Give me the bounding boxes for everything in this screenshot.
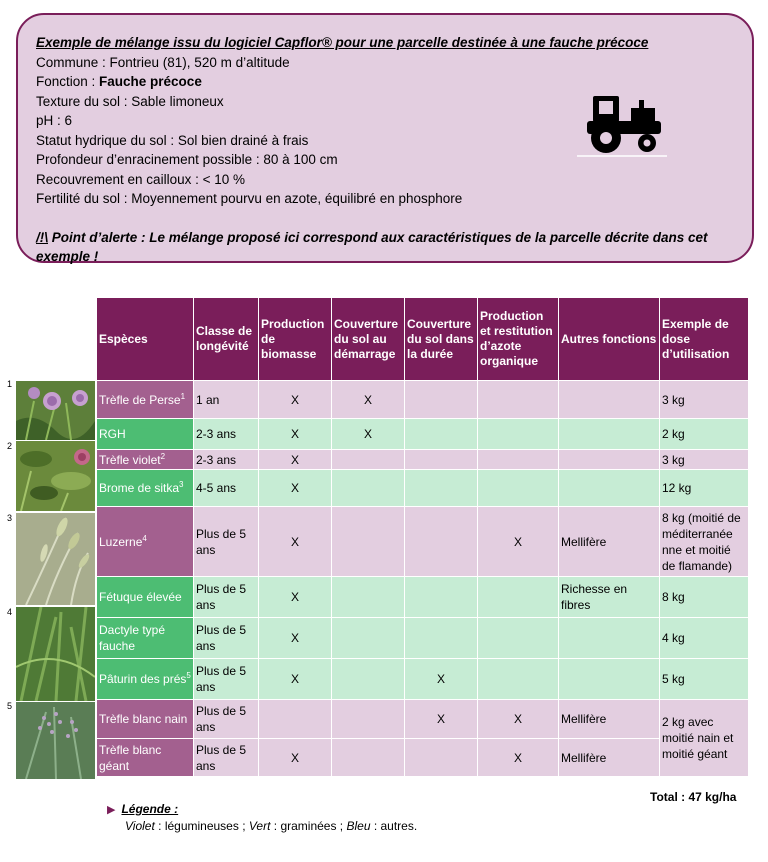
longevity-cell: Plus de 5 ans	[194, 659, 259, 700]
cover-start-cell	[332, 470, 405, 507]
dose-cell: 2 kg	[660, 419, 749, 450]
nitrogen-cell	[478, 577, 559, 618]
legend-text: Violet : légumineuses ; Vert : graminées ; Bleu : autres.	[125, 819, 418, 833]
other-cell: Mellifère	[559, 739, 660, 777]
species-cell: Brome de sitka$^3$	[97, 470, 194, 507]
header-couverture-demarrage: Couverture du sol au démarrage	[332, 298, 405, 381]
biomass-cell: X	[259, 618, 332, 659]
cover-start-cell	[332, 618, 405, 659]
biomass-cell: X	[259, 577, 332, 618]
species-cell: Luzerne$^4$	[97, 507, 194, 577]
dose-cell: 8 kg	[660, 577, 749, 618]
other-cell	[559, 470, 660, 507]
dose-cell: 4 kg	[660, 618, 749, 659]
other-cell	[559, 450, 660, 470]
dose-cell: 2 kg avec moitié nain et moitié géant	[660, 700, 749, 777]
header-couverture-duree: Couverture du sol dans la durée	[405, 298, 478, 381]
nitrogen-cell	[478, 419, 559, 450]
other-cell	[559, 381, 660, 419]
table-row	[97, 739, 749, 777]
info-fertilite: Fertilité du sol : Moyennement pourvu en azote, équilibré en phosphore	[36, 191, 463, 206]
header-longevite: Classe de longévité	[194, 298, 259, 381]
info-commune: Commune : Fontrieu (81), 520 m d’altitude	[36, 54, 290, 70]
table-row	[97, 507, 749, 577]
cover-long-cell	[405, 381, 478, 419]
cover-start-cell	[332, 577, 405, 618]
table-row	[97, 381, 749, 419]
biomass-cell: X	[259, 381, 332, 419]
other-cell: Mellifère	[559, 700, 660, 739]
info-fonction-label: Fonction :	[36, 74, 100, 89]
cover-long-cell	[405, 450, 478, 470]
alert-text: Point d’alerte : Le mélange proposé ici correspond aux caractéristiques de la parcelle décrite dans cet exemple !	[36, 229, 708, 264]
header-especes: Espèces	[97, 298, 194, 381]
tractor-icon	[577, 92, 667, 158]
longevity-cell: Plus de 5 ans	[194, 507, 259, 577]
legend-title: Légende :	[121, 802, 179, 816]
nitrogen-cell	[478, 450, 559, 470]
table-row	[97, 659, 749, 700]
photo-number: 5	[7, 701, 13, 711]
species-cell: Dactyle typé fauche	[97, 618, 194, 659]
nitrogen-cell: X	[478, 700, 559, 739]
dose-cell: 12 kg	[660, 470, 749, 507]
cover-long-cell: X	[405, 700, 478, 739]
header-biomasse: Production de biomasse	[259, 298, 332, 381]
biomass-cell: X	[259, 507, 332, 577]
biomass-cell: X	[259, 450, 332, 470]
info-texture: Texture du sol : Sable limoneux	[36, 93, 224, 109]
species-cell: Trèfle blanc géant	[97, 739, 194, 777]
longevity-cell: Plus de 5 ans	[194, 618, 259, 659]
table-row	[97, 470, 749, 507]
other-cell	[559, 618, 660, 659]
longevity-cell: Plus de 5 ans	[194, 739, 259, 777]
nitrogen-cell	[478, 618, 559, 659]
cover-long-cell	[405, 419, 478, 450]
legend	[107, 801, 417, 834]
header-azote: Production et restitution d’azote organique	[478, 298, 559, 381]
info-title: Exemple de mélange issu du logiciel Capflor® pour une parcelle destinée à une fauche précoce	[36, 35, 649, 50]
header-autres-fonctions: Autres fonctions	[559, 298, 660, 381]
biomass-cell	[259, 700, 332, 739]
photo-brome	[16, 513, 95, 605]
species-cell: RGH	[97, 419, 194, 450]
longevity-cell: Plus de 5 ans	[194, 700, 259, 739]
table-row	[97, 450, 749, 470]
species-cell: Trèfle blanc nain	[97, 700, 194, 739]
other-cell	[559, 419, 660, 450]
biomass-cell: X	[259, 470, 332, 507]
alert-symbol: /!\	[36, 229, 48, 245]
other-cell: Richesse en fibres	[559, 577, 660, 618]
cover-long-cell	[405, 470, 478, 507]
species-table	[96, 297, 749, 777]
info-statut: Statut hydrique du sol : Sol bien drainé à frais	[36, 132, 309, 148]
species-cell: Trèfle violet$^2$	[97, 450, 194, 470]
photo-number: 4	[7, 607, 13, 617]
species-cell: Pâturin des prés$^5$	[97, 659, 194, 700]
info-fonction	[36, 72, 752, 92]
longevity-cell: 2-3 ans	[194, 450, 259, 470]
photo-number: 1	[7, 379, 13, 389]
header-dose: Exemple de dose d’utilisation	[660, 298, 749, 381]
longevity-cell: 4-5 ans	[194, 470, 259, 507]
other-cell	[559, 659, 660, 700]
nitrogen-cell: X	[478, 507, 559, 577]
cover-start-cell: X	[332, 381, 405, 419]
dose-cell: 5 kg	[660, 659, 749, 700]
info-ph: pH : 6	[36, 113, 73, 128]
longevity-cell: Plus de 5 ans	[194, 577, 259, 618]
nitrogen-cell: X	[478, 739, 559, 777]
dose-cell: 8 kg (moitié de méditerranée nne et moitié de flamande)	[660, 507, 749, 577]
photo-dactyle	[16, 607, 95, 701]
legend-arrow-icon: ▶	[107, 804, 116, 816]
nitrogen-cell	[478, 659, 559, 700]
cover-start-cell	[332, 739, 405, 777]
cover-long-cell: X	[405, 659, 478, 700]
table-row	[97, 618, 749, 659]
cover-long-cell	[405, 577, 478, 618]
longevity-cell: 2-3 ans	[194, 419, 259, 450]
table-header-row	[97, 298, 749, 381]
info-profondeur: Profondeur d’enracinement possible : 80 à 100 cm	[36, 152, 338, 167]
photo-number: 2	[7, 441, 13, 451]
species-cell: Fétuque élevée	[97, 577, 194, 618]
table-row	[97, 700, 749, 739]
photo-trefle-violet	[16, 441, 95, 511]
species-cell: Trèfle de Perse$^1$	[97, 381, 194, 419]
longevity-cell: 1 an	[194, 381, 259, 419]
cover-start-cell: X	[332, 419, 405, 450]
info-fonction-value: Fauche précoce	[99, 74, 202, 89]
cover-start-cell	[332, 450, 405, 470]
other-cell: Mellifère	[559, 507, 660, 577]
dose-cell: 3 kg	[660, 381, 749, 419]
biomass-cell: X	[259, 419, 332, 450]
cover-start-cell	[332, 659, 405, 700]
cover-start-cell	[332, 700, 405, 739]
nitrogen-cell	[478, 470, 559, 507]
photo-paturin	[16, 702, 95, 779]
cover-long-cell	[405, 507, 478, 577]
table-row	[97, 419, 749, 450]
cover-long-cell	[405, 739, 478, 777]
table-row	[97, 577, 749, 618]
info-recouvrement: Recouvrement en cailloux : < 10 %	[36, 171, 245, 187]
photo-trefle-de-perse	[16, 381, 95, 440]
cover-long-cell	[405, 618, 478, 659]
biomass-cell: X	[259, 739, 332, 777]
dose-cell: 3 kg	[660, 450, 749, 470]
alert-note	[36, 228, 726, 267]
total-dose: Total : 47 kg/ha	[650, 790, 737, 804]
biomass-cell: X	[259, 659, 332, 700]
cover-start-cell	[332, 507, 405, 577]
photo-number: 3	[7, 513, 13, 523]
nitrogen-cell	[478, 381, 559, 419]
